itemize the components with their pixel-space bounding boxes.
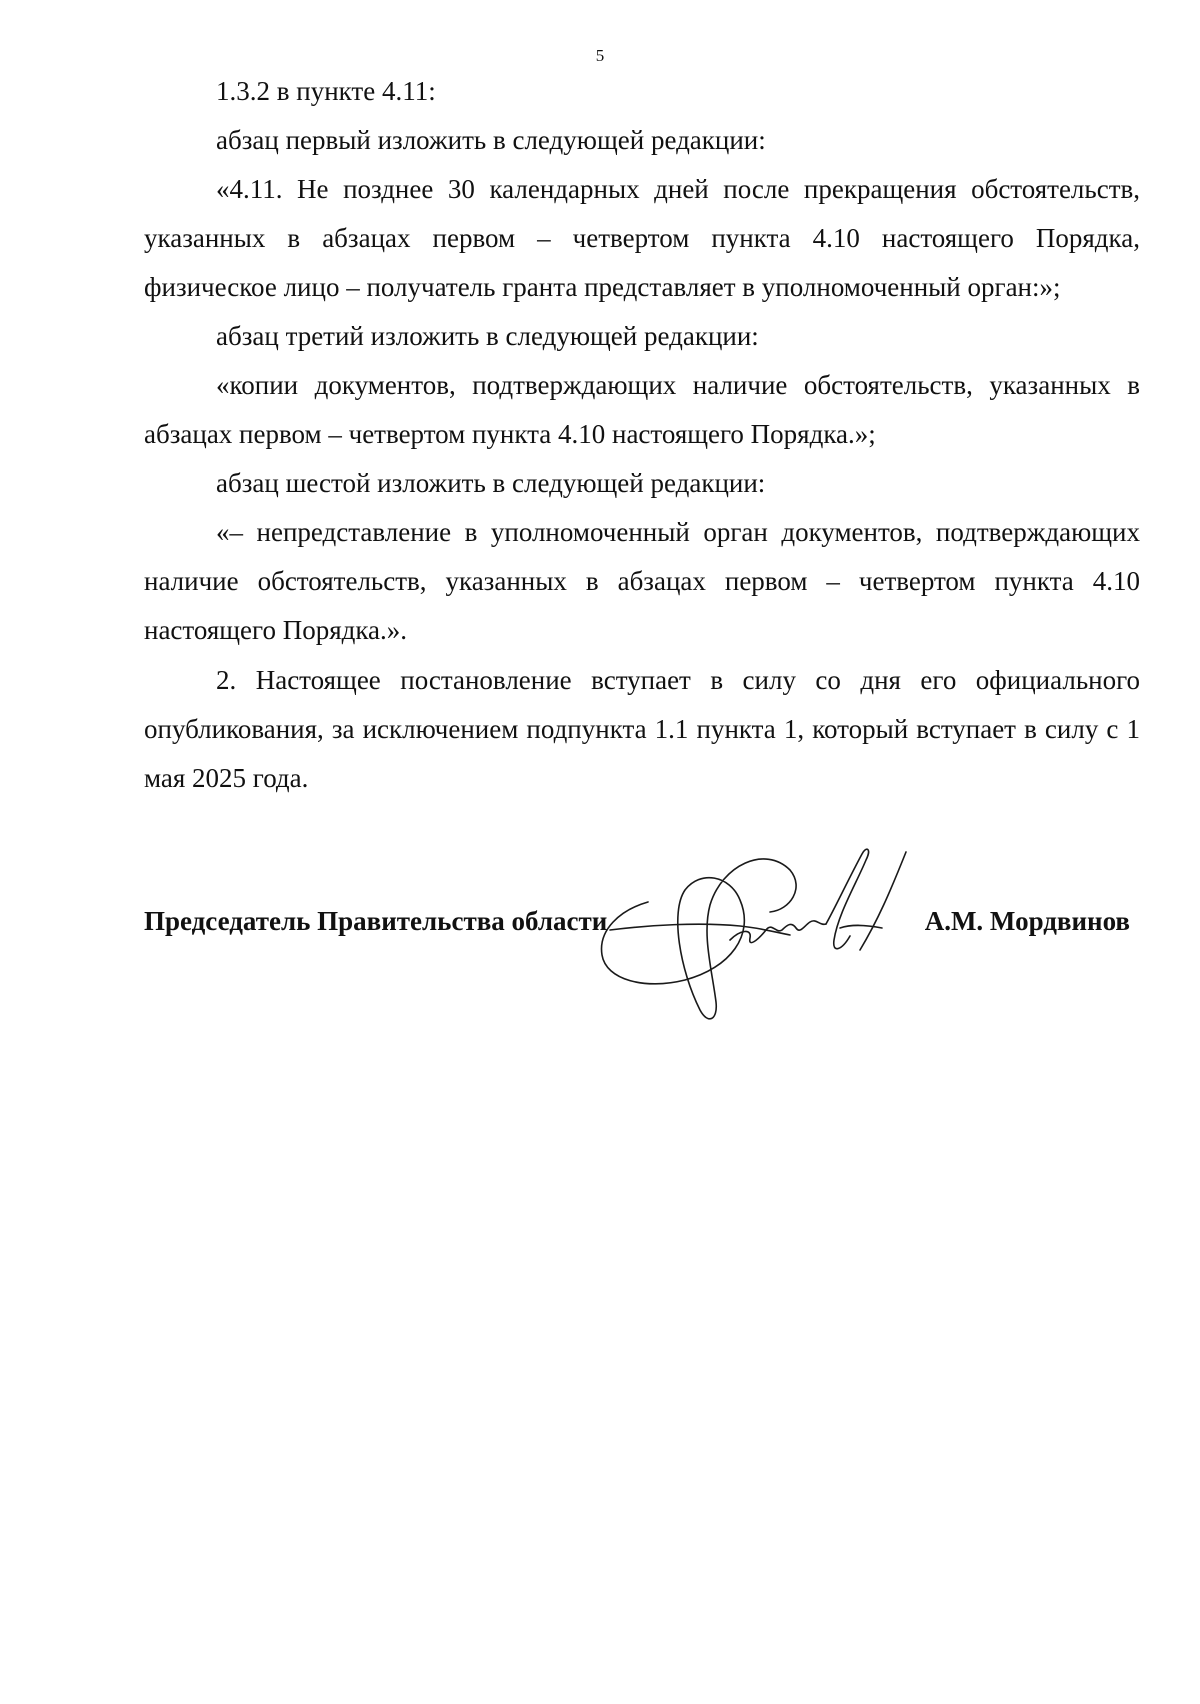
handwritten-signature [590,830,950,1040]
signer-position: Председатель Правительства области [144,906,608,936]
paragraph-non-submission: «– непредставление в уполномоченный орган документов, подтверждающих наличие обстоятельств, указанных в абзацах первом – четвертом пункта 4.10 настоящего Порядка.». [144,517,1140,645]
paragraph-item-heading: 1.3.2 в пункте 4.11: [216,76,436,106]
paragraph-third-abzac-instruction: абзац третий изложить в следующей редакции: [216,321,759,351]
paragraph-copies-documents: «копии документов, подтверждающих наличие обстоятельств, указанных в абзацах первом – четвертом пункта 4.10 настоящего Порядка.»; [144,370,1140,449]
page-number: 5 [595,46,605,65]
paragraph-sixth-abzac-instruction: абзац шестой изложить в следующей редакции: [216,468,766,498]
signer-name: А.М. Мордвинов [924,906,1130,936]
paragraph-entry-into-force: 2. Настоящее постановление вступает в силу со дня его официального опубликования, за исключением подпункта 1.1 пункта 1, который вступает в силу с 1 мая 2025 года. [144,665,1140,793]
paragraph-new-wording-4-11: «4.11. Не позднее 30 календарных дней после прекращения обстоятельств, указанных в абзацах первом – четвертом пункта 4.10 настоящего Порядка, физическое лицо – получатель гранта представляет в уполномоченный орган:»; [144,174,1140,302]
paragraph-first-abzac-instruction: абзац первый изложить в следующей редакции: [216,125,766,155]
document-body [144,67,1140,803]
